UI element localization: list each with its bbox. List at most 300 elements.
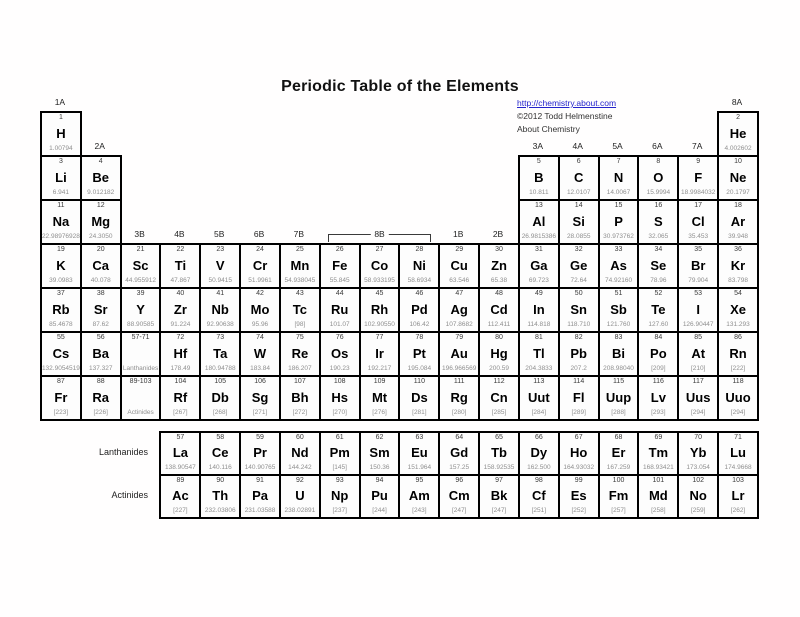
atomic-number: 39	[136, 290, 145, 297]
atomic-mass: 26.9815386	[521, 233, 557, 240]
atomic-number: 96	[455, 477, 464, 484]
atomic-number: 64	[455, 434, 464, 441]
atomic-mass: 132.9054519	[41, 365, 80, 372]
element-symbol: Sr	[93, 301, 108, 317]
element-symbol: Eu	[411, 445, 428, 460]
atomic-mass: [210]	[690, 365, 706, 372]
atomic-number: 8	[656, 158, 661, 165]
atomic-number: 18	[734, 202, 742, 209]
element-symbol: Rn	[729, 345, 747, 361]
element-cell-rf	[159, 375, 201, 421]
element-cell-ca	[80, 243, 122, 289]
atomic-mass: [259]	[690, 507, 706, 514]
atomic-mass: [251]	[531, 507, 547, 514]
element-cell-cs	[40, 331, 82, 377]
atomic-number: 77	[375, 334, 384, 341]
atomic-number: 114	[573, 378, 585, 385]
atomic-mass: [270]	[332, 409, 347, 416]
atomic-mass: 92.90638	[206, 321, 234, 328]
element-symbol: Am	[408, 488, 430, 503]
group-label-2a: 2A	[94, 141, 105, 151]
element-symbol: Pr	[253, 445, 267, 460]
element-cell-md	[637, 474, 679, 519]
atomic-mass: 51.9961	[248, 277, 272, 284]
element-symbol: Pa	[252, 488, 268, 503]
atomic-number: 112	[493, 378, 505, 385]
element-cell-sc	[120, 243, 162, 289]
element-symbol: I	[696, 301, 700, 317]
atomic-mass: 40.078	[90, 277, 111, 284]
atomic-mass: 138.90547	[165, 464, 196, 471]
element-cell-pu	[359, 474, 401, 519]
atomic-number: 101	[652, 477, 665, 484]
element-symbol: Na	[52, 213, 70, 229]
element-cell-h	[40, 111, 82, 157]
atomic-mass: [247]	[451, 507, 467, 514]
element-cell-hs	[319, 375, 361, 421]
element-cell-te	[637, 287, 679, 333]
atomic-mass: [247]	[491, 507, 507, 514]
element-symbol: At	[691, 345, 706, 361]
element-symbol: Md	[648, 488, 668, 503]
atomic-mass: 20.1797	[726, 189, 750, 196]
element-cell-no	[677, 474, 719, 519]
atomic-mass: 85.4678	[49, 321, 73, 328]
atomic-number: 21	[136, 246, 145, 253]
atomic-number: 11	[57, 202, 65, 209]
atomic-number: 40	[176, 290, 185, 297]
element-symbol: Ga	[530, 257, 548, 273]
element-symbol: Bi	[612, 345, 626, 361]
element-symbol: Db	[211, 389, 229, 405]
element-symbol: Mg	[91, 213, 111, 229]
element-cell-as	[598, 243, 640, 289]
atomic-mass: 174.9668	[724, 464, 752, 471]
atomic-number: 70	[694, 434, 703, 441]
element-cell-na	[40, 199, 82, 245]
element-cell-sn	[558, 287, 600, 333]
byline-text: About Chemistry	[517, 124, 580, 134]
element-cell-cr	[239, 243, 281, 289]
atomic-number: 46	[415, 290, 424, 297]
element-cell-es	[558, 474, 600, 519]
atomic-number: 113	[533, 378, 545, 385]
element-cell-pb	[558, 331, 600, 377]
element-cell-nb	[199, 287, 241, 333]
element-symbol: Ag	[450, 301, 468, 317]
atomic-mass: 58.933195	[364, 277, 395, 284]
element-symbol: Es	[570, 488, 587, 503]
atomic-number: 61	[335, 434, 344, 441]
element-cell-uup	[598, 375, 640, 421]
atomic-number: 89-103	[129, 378, 152, 385]
element-symbol: Gd	[450, 445, 469, 460]
atomic-mass: 178.49	[170, 365, 191, 372]
atomic-number: 115	[612, 378, 625, 385]
atomic-mass: [222]	[730, 365, 746, 372]
atomic-mass: 173.054	[686, 464, 710, 471]
element-cell-b	[518, 155, 560, 201]
atomic-mass: 87.62	[92, 321, 109, 328]
group-label-5a: 5A	[612, 141, 623, 151]
group-label-7b: 7B	[293, 229, 305, 239]
atomic-number: 23	[216, 246, 225, 253]
element-cell-ds	[398, 375, 440, 421]
element-cell-lr	[717, 474, 759, 519]
atomic-mass: 121.760	[606, 321, 631, 328]
atomic-number: 63	[415, 434, 424, 441]
atomic-mass: 91.224	[170, 321, 191, 328]
atomic-mass: 39.0983	[49, 277, 73, 284]
element-symbol: Fe	[332, 257, 348, 273]
element-symbol: Ge	[570, 257, 588, 273]
atomic-mass: 208.98040	[603, 365, 634, 372]
atomic-number: 103	[732, 477, 744, 484]
element-symbol: Uuo	[725, 389, 751, 405]
actinides-row-label: Actinides	[111, 490, 148, 500]
element-symbol: Np	[331, 488, 349, 503]
element-cell-ba	[80, 331, 122, 377]
element-symbol: Lu	[730, 445, 746, 460]
atomic-number: 62	[375, 434, 384, 441]
atomic-number: 3	[58, 158, 63, 165]
element-cell-sb	[598, 287, 640, 333]
element-cell-li	[40, 155, 82, 201]
atomic-number: 90	[216, 477, 225, 484]
atomic-mass: [209]	[651, 365, 666, 372]
atomic-mass: 28.0855	[566, 233, 591, 240]
atomic-mass: Lanthanides	[122, 365, 159, 372]
atomic-number: 12	[96, 202, 105, 209]
element-symbol: P	[614, 213, 623, 229]
atomic-mass: 74.92160	[604, 277, 633, 284]
element-symbol: Pu	[371, 488, 388, 503]
atomic-number: 81	[534, 334, 543, 341]
element-cell-u	[279, 474, 321, 519]
element-symbol: Ta	[213, 345, 228, 361]
element-cell-tm	[637, 431, 679, 476]
element-cell-tl	[518, 331, 560, 377]
group-label-4a: 4A	[572, 141, 583, 151]
element-cell-bk	[478, 474, 520, 519]
element-cell-pa	[239, 474, 281, 519]
atomic-mass: [237]	[332, 507, 347, 514]
atomic-number: 116	[652, 378, 664, 385]
atomic-number: 38	[96, 290, 105, 297]
atomic-mass: [226]	[93, 409, 108, 416]
element-symbol: Rg	[450, 389, 468, 405]
element-symbol: Re	[291, 345, 309, 361]
atomic-mass: 231.03588	[244, 507, 276, 514]
element-symbol: Ar	[730, 213, 746, 229]
element-symbol: Pd	[411, 301, 428, 317]
group-label-3a: 3A	[532, 141, 544, 151]
atomic-number: 35	[694, 246, 703, 253]
element-cell-la	[159, 431, 201, 476]
atomic-mass: 232.03806	[204, 507, 236, 514]
atomic-mass: 55.845	[329, 277, 350, 284]
atomic-number: 111	[453, 378, 465, 385]
atomic-mass: 144.242	[288, 464, 312, 471]
element-symbol: Er	[611, 445, 626, 460]
element-cell-w	[239, 331, 281, 377]
atomic-mass: 35.453	[688, 233, 709, 240]
element-cell-au	[438, 331, 480, 377]
atomic-mass: 127.60	[648, 321, 669, 328]
atomic-number: 94	[375, 477, 384, 484]
element-symbol: Cn	[490, 389, 508, 405]
atomic-number: 20	[96, 246, 105, 253]
atomic-number: 51	[614, 290, 623, 297]
atomic-mass: 162.500	[527, 464, 551, 471]
atomic-number: 117	[692, 378, 704, 385]
atomic-number: 45	[375, 290, 384, 297]
atomic-mass: 44.955912	[125, 277, 156, 284]
element-symbol: Nd	[291, 445, 309, 460]
atomic-number: 105	[214, 378, 227, 385]
element-cell-ne	[717, 155, 759, 201]
element-symbol: Se	[650, 257, 667, 273]
atomic-number: 19	[57, 246, 65, 253]
element-symbol: Cr	[252, 257, 268, 273]
atomic-number: 86	[734, 334, 742, 341]
atomic-number: 106	[254, 378, 266, 385]
atomic-mass: [243]	[412, 507, 427, 514]
element-symbol: Os	[331, 345, 349, 361]
element-cell-am	[398, 474, 440, 519]
group-label-7a: 7A	[691, 141, 703, 151]
element-cell-th	[199, 474, 241, 519]
element-cell-y	[120, 287, 162, 333]
atomic-mass: 151.964	[407, 464, 432, 471]
element-symbol: Ir	[375, 345, 384, 361]
atomic-mass: 4.002602	[724, 145, 752, 152]
element-cell-ni	[398, 243, 440, 289]
element-cell-lu	[717, 431, 759, 476]
element-cell-mg	[80, 199, 122, 245]
atomic-mass: 65.38	[490, 277, 508, 284]
element-symbol: Rb	[52, 301, 70, 317]
atomic-mass: 6.941	[52, 189, 70, 196]
atomic-number: 80	[495, 334, 503, 341]
atomic-number: 1	[58, 114, 63, 121]
atomic-mass: [293]	[651, 409, 666, 416]
atomic-mass: [272]	[292, 409, 308, 416]
atomic-number: 91	[256, 477, 264, 484]
atomic-mass: 200.59	[489, 365, 509, 372]
element-cell-v	[199, 243, 241, 289]
atomic-number: 41	[216, 290, 225, 297]
atomic-mass: 204.3833	[525, 365, 553, 372]
atomic-number: 69	[654, 434, 663, 441]
element-symbol: H	[56, 125, 66, 141]
group-label-8a: 8A	[731, 97, 743, 107]
chemistry-about-link[interactable]: http://chemistry.about.com	[517, 98, 617, 108]
element-cell-at	[677, 331, 719, 377]
element-cell-hg	[478, 331, 520, 377]
atomic-number: 33	[614, 246, 623, 253]
element-symbol: Uus	[685, 389, 711, 405]
atomic-number: 66	[534, 434, 543, 441]
element-symbol: Th	[212, 488, 229, 503]
element-symbol: Sm	[369, 445, 390, 460]
atomic-mass: 186.207	[288, 365, 312, 372]
element-cell-bh	[279, 375, 321, 421]
element-symbol: Ac	[172, 488, 189, 503]
atomic-mass: 192.217	[367, 365, 392, 372]
atomic-number: 14	[574, 202, 583, 209]
atomic-mass: [289]	[571, 409, 586, 416]
element-symbol: Br	[690, 257, 706, 273]
atomic-number: 49	[534, 290, 543, 297]
atomic-number: 47	[455, 290, 464, 297]
element-symbol: In	[533, 301, 545, 317]
atomic-mass: 140.116	[208, 464, 232, 471]
element-cell-al	[518, 199, 560, 245]
atomic-number: 43	[295, 290, 304, 297]
element-symbol: K	[56, 257, 66, 273]
atomic-number: 72	[176, 334, 185, 341]
element-cell-uut	[518, 375, 560, 421]
element-symbol: No	[689, 488, 707, 503]
element-cell-tc	[279, 287, 321, 333]
atomic-number: 71	[734, 434, 742, 441]
atomic-number: 7	[616, 158, 621, 165]
atomic-number: 52	[654, 290, 663, 297]
element-cell-lv	[637, 375, 679, 421]
element-symbol: Cd	[490, 301, 508, 317]
atomic-mass: 47.867	[170, 277, 191, 284]
atomic-mass: [257]	[611, 507, 626, 514]
atomic-number: 34	[654, 246, 663, 253]
atomic-number: 4	[98, 158, 103, 165]
element-cell-ru	[319, 287, 361, 333]
atomic-mass: [98]	[294, 321, 306, 328]
atomic-number: 59	[256, 434, 264, 441]
element-cell-ge	[558, 243, 600, 289]
element-symbol: Ds	[411, 389, 428, 405]
atomic-mass: 207.2	[570, 365, 587, 372]
element-symbol: Sg	[251, 389, 269, 405]
page-title: Periodic Table of the Elements	[281, 78, 519, 95]
element-cell-cn	[478, 375, 520, 421]
element-symbol: Ho	[570, 445, 588, 460]
group-label-6a: 6A	[652, 141, 663, 151]
atomic-mass: 95.96	[251, 321, 269, 328]
element-cell-yb	[677, 431, 719, 476]
atomic-mass: 102.90550	[364, 321, 395, 328]
group-label-1b: 1B	[453, 229, 464, 239]
element-symbol: Cf	[532, 488, 546, 503]
atomic-number: 92	[295, 477, 304, 484]
element-cell-cm	[438, 474, 480, 519]
atomic-number: 108	[333, 378, 346, 385]
atomic-mass: 238.02891	[284, 507, 316, 514]
element-symbol: Be	[92, 169, 110, 185]
element-symbol: Ce	[211, 445, 229, 460]
atomic-mass: 18.9984032	[681, 189, 716, 196]
atomic-number: 56	[96, 334, 105, 341]
element-cell-er	[598, 431, 640, 476]
atomic-mass: 150.36	[369, 464, 390, 471]
atomic-mass: 106.42	[409, 321, 430, 328]
atomic-number: 97	[495, 477, 503, 484]
atomic-mass: [258]	[651, 507, 666, 514]
atomic-number: 55	[57, 334, 65, 341]
element-cell-pm	[319, 431, 361, 476]
element-cell-fe	[319, 243, 361, 289]
element-cell-tb	[478, 431, 520, 476]
element-cell-sr	[80, 287, 122, 333]
element-symbol: Ti	[174, 257, 187, 273]
atomic-mass: 30.973762	[603, 233, 634, 240]
atomic-mass: 183.84	[250, 365, 270, 372]
atomic-number: 95	[415, 477, 424, 484]
atomic-mass: 196.966569	[442, 365, 477, 372]
group-label-4b: 4B	[174, 229, 185, 239]
element-cell-o	[637, 155, 679, 201]
element-symbol: Sb	[610, 301, 627, 317]
atomic-mass: 195.084	[407, 365, 432, 372]
group-label-8b: 8B	[370, 228, 388, 240]
element-cell-rg	[438, 375, 480, 421]
element-cell-rb	[40, 287, 82, 333]
atomic-mass: 118.710	[567, 321, 591, 328]
atomic-mass: [276]	[372, 409, 387, 416]
atomic-number: 88	[96, 378, 105, 385]
atomic-number: 84	[654, 334, 663, 341]
atomic-number: 102	[692, 477, 705, 484]
element-symbol: S	[654, 213, 663, 229]
element-symbol: Li	[55, 169, 67, 185]
element-symbol: La	[172, 445, 188, 460]
element-cell-pd	[398, 287, 440, 333]
element-symbol: Ca	[92, 257, 110, 273]
atomic-mass: 12.0107	[566, 189, 591, 196]
atomic-number: 17	[694, 202, 703, 209]
element-cell-kr	[717, 243, 759, 289]
element-symbol: Pb	[570, 345, 587, 361]
atomic-mass: 158.92535	[483, 464, 515, 471]
atomic-mass: 164.93032	[563, 464, 595, 471]
element-symbol: Sn	[570, 301, 587, 317]
element-cell-po	[637, 331, 679, 377]
element-symbol: Yb	[689, 445, 707, 460]
element-symbol: Zr	[173, 301, 187, 317]
element-symbol: Te	[651, 301, 666, 317]
group-label-2b: 2B	[492, 229, 504, 239]
atomic-mass: [281]	[412, 409, 427, 416]
element-symbol: Xe	[730, 301, 746, 317]
element-symbol: Co	[370, 257, 389, 273]
atomic-mass: [294]	[690, 409, 706, 416]
element-symbol: Ra	[92, 389, 110, 405]
atomic-mass: 83.798	[728, 277, 748, 284]
atomic-number: 48	[495, 290, 503, 297]
element-cell-f	[677, 155, 719, 201]
element-cell-in	[518, 287, 560, 333]
atomic-number: 104	[174, 378, 187, 385]
element-cell-i	[677, 287, 719, 333]
atomic-mass: 157.25	[449, 464, 470, 471]
atomic-mass: [294]	[730, 409, 746, 416]
atomic-number: 37	[57, 290, 65, 297]
atomic-number: 26	[335, 246, 344, 253]
atomic-mass: 10.811	[529, 189, 549, 196]
group-label-5b: 5B	[214, 229, 225, 239]
atomic-number: 75	[295, 334, 304, 341]
atomic-number: 99	[574, 477, 583, 484]
